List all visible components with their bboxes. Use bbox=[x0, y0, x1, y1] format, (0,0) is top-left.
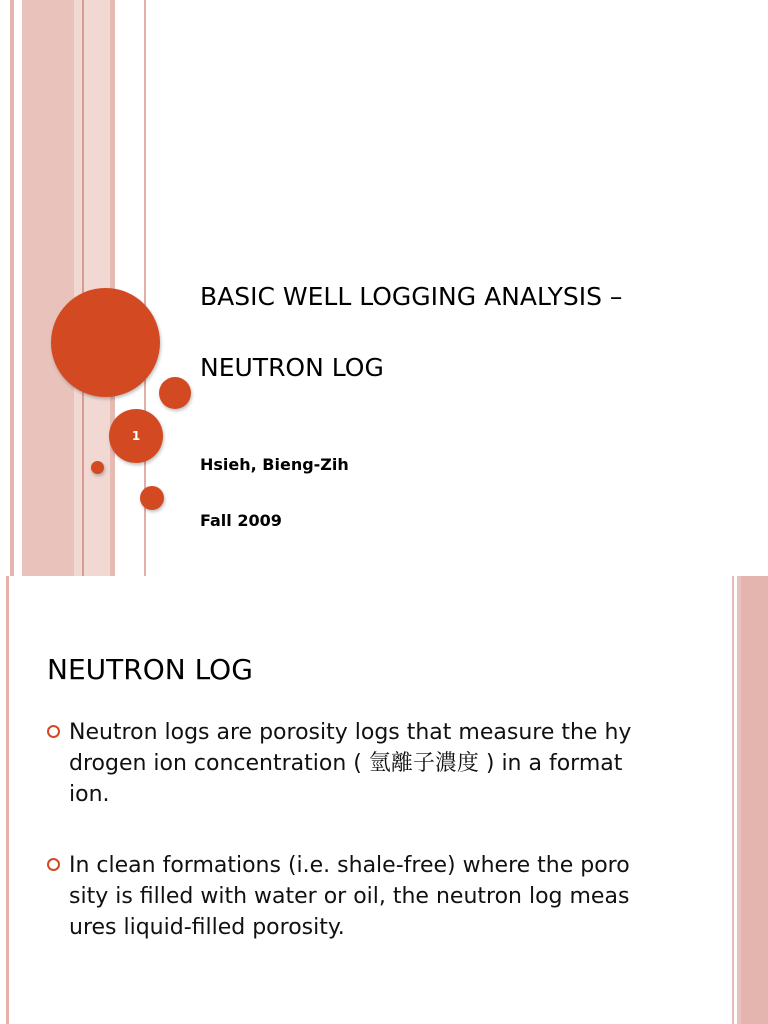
bullet-list bbox=[47, 717, 707, 943]
stripe bbox=[82, 0, 84, 576]
slide-heading: NEUTRON LOG bbox=[47, 653, 253, 686]
circle-bullet-icon bbox=[47, 858, 60, 871]
stripe bbox=[10, 0, 14, 576]
bullet-text-line: sity is filled with water or oil, the neutron log meas bbox=[69, 884, 630, 909]
decorative-stripe bbox=[6, 576, 9, 1024]
bullet-text-line: ion. bbox=[69, 782, 110, 807]
bullet-text-line: ures liquid-filled porosity. bbox=[69, 915, 345, 940]
bullet-text-line: Neutron logs are porosity logs that measure the hy bbox=[69, 720, 632, 745]
term-label: Fall 2009 bbox=[200, 511, 282, 530]
slide-title-line-2: NEUTRON LOG bbox=[200, 353, 384, 382]
stripe bbox=[732, 576, 734, 1024]
circle-bullet-icon bbox=[47, 725, 60, 738]
stripe bbox=[22, 0, 74, 576]
decorative-stripes bbox=[0, 0, 150, 576]
decorative-circle-tiny bbox=[91, 461, 104, 474]
bullet-item bbox=[47, 717, 707, 810]
decorative-stripes bbox=[732, 576, 768, 1024]
bullet-text-line: drogen ion concentration ( 氫離子濃度 ) in a format bbox=[69, 751, 623, 776]
slide-number: 1 bbox=[131, 429, 141, 443]
author-name: Hsieh, Bieng-Zih bbox=[200, 455, 349, 474]
bullet-text-line: In clean formations (i.e. shale-free) where the poro bbox=[69, 853, 630, 878]
slide-title-line-1: BASIC WELL LOGGING ANALYSIS – bbox=[200, 282, 623, 311]
slide-number-badge bbox=[109, 409, 163, 463]
bullet-item bbox=[47, 850, 707, 943]
decorative-circle-small bbox=[140, 486, 164, 510]
decorative-circle-large bbox=[51, 288, 160, 397]
stripe bbox=[741, 576, 768, 1024]
content-slide bbox=[0, 576, 768, 1024]
decorative-circle-small bbox=[159, 377, 191, 409]
